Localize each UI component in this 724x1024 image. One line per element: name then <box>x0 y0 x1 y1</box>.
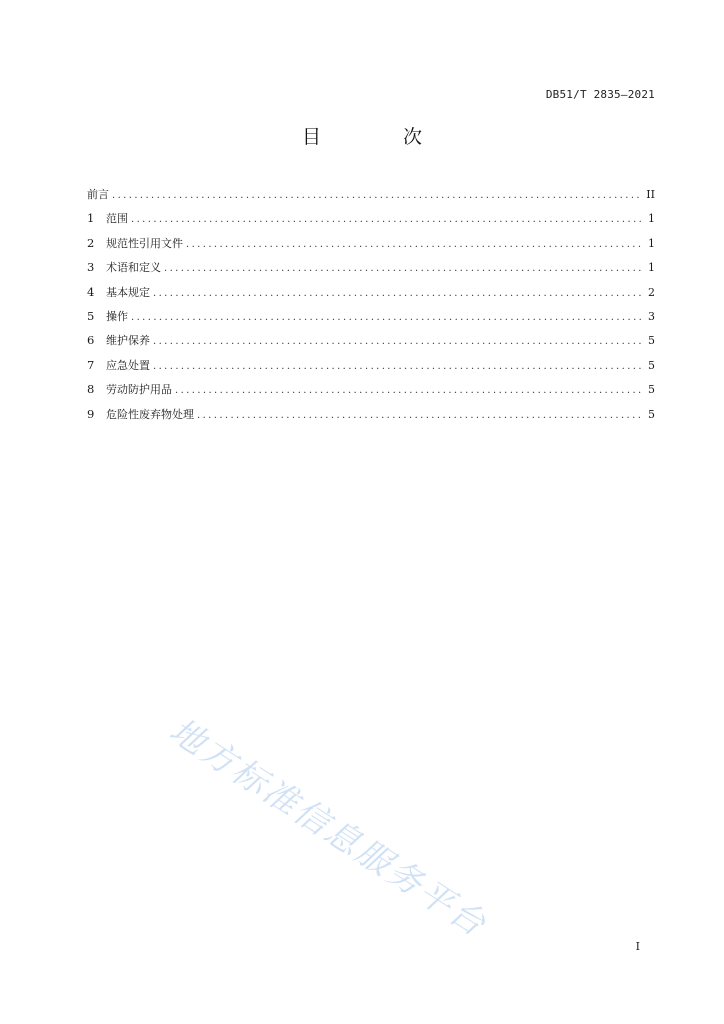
toc-entry-terms-definitions[interactable] <box>87 259 655 283</box>
toc-entry-label: 基本规定 <box>106 285 150 299</box>
toc-entry-scope[interactable] <box>87 210 655 234</box>
watermark: 地方标准信息服务平台 <box>162 710 495 946</box>
toc-entry-basic-provisions[interactable] <box>87 284 655 308</box>
toc-entry-page: 5 <box>648 358 655 372</box>
toc-entry-page: 2 <box>648 285 655 299</box>
toc-entry-page: 5 <box>648 334 655 348</box>
toc-entry-label: 范围 <box>106 212 128 226</box>
toc-entry-label: 危险性废弃物处理 <box>106 407 194 421</box>
toc-entry-number: 2 <box>87 235 95 250</box>
toc-entry-number: 8 <box>87 382 95 397</box>
toc-entry-page: 5 <box>648 407 655 421</box>
toc-dot-leader <box>153 336 644 347</box>
toc-entry-maintenance[interactable] <box>87 332 655 356</box>
toc-entry-page: 5 <box>648 383 655 397</box>
toc-entry-number: 1 <box>87 211 95 226</box>
toc-entry-normative-references[interactable] <box>87 235 655 259</box>
toc-entry-operation[interactable] <box>87 308 655 332</box>
document-code: DB51/T 2835—2021 <box>545 88 655 101</box>
toc-entry-page: 3 <box>648 309 655 323</box>
toc-entry-number: 7 <box>87 357 95 372</box>
toc-entry-page: II <box>646 188 655 201</box>
toc-dot-leader <box>153 288 644 299</box>
toc-entry-label: 应急处置 <box>106 358 150 372</box>
toc-entry-number: 9 <box>87 406 95 421</box>
toc-entry-number: 5 <box>87 308 95 323</box>
toc-dot-leader <box>186 239 644 250</box>
toc-entry-number: 4 <box>87 284 95 299</box>
toc-entry-foreword[interactable] <box>87 186 655 210</box>
toc-entry-label: 劳动防护用品 <box>106 383 172 397</box>
toc-dot-leader <box>175 385 644 396</box>
toc-entry-label: 维护保养 <box>106 334 150 348</box>
toc-dot-leader <box>131 312 644 323</box>
page-number: I <box>635 940 640 953</box>
toc-entry-protective-equipment[interactable] <box>87 381 655 405</box>
toc-entry-page: 1 <box>648 212 655 226</box>
toc-entry-number: 3 <box>87 260 95 275</box>
toc-entry-label: 术语和定义 <box>106 261 161 275</box>
toc-dot-leader <box>112 190 642 201</box>
toc-title: 目 次 <box>301 126 461 148</box>
toc-entry-emergency-response[interactable] <box>87 357 655 381</box>
toc-entry-label: 规范性引用文件 <box>106 236 183 250</box>
toc-dot-leader <box>197 410 644 421</box>
toc-entry-number: 6 <box>87 333 95 348</box>
toc-dot-leader <box>153 361 644 372</box>
toc-entry-page: 1 <box>648 261 655 275</box>
table-of-contents <box>87 186 655 430</box>
toc-entry-hazardous-waste[interactable] <box>87 406 655 430</box>
toc-entry-label: 操作 <box>106 309 128 323</box>
toc-dot-leader <box>164 263 644 274</box>
toc-dot-leader <box>131 214 644 225</box>
toc-entry-label: 前言 <box>87 188 109 201</box>
toc-entry-page: 1 <box>648 236 655 250</box>
